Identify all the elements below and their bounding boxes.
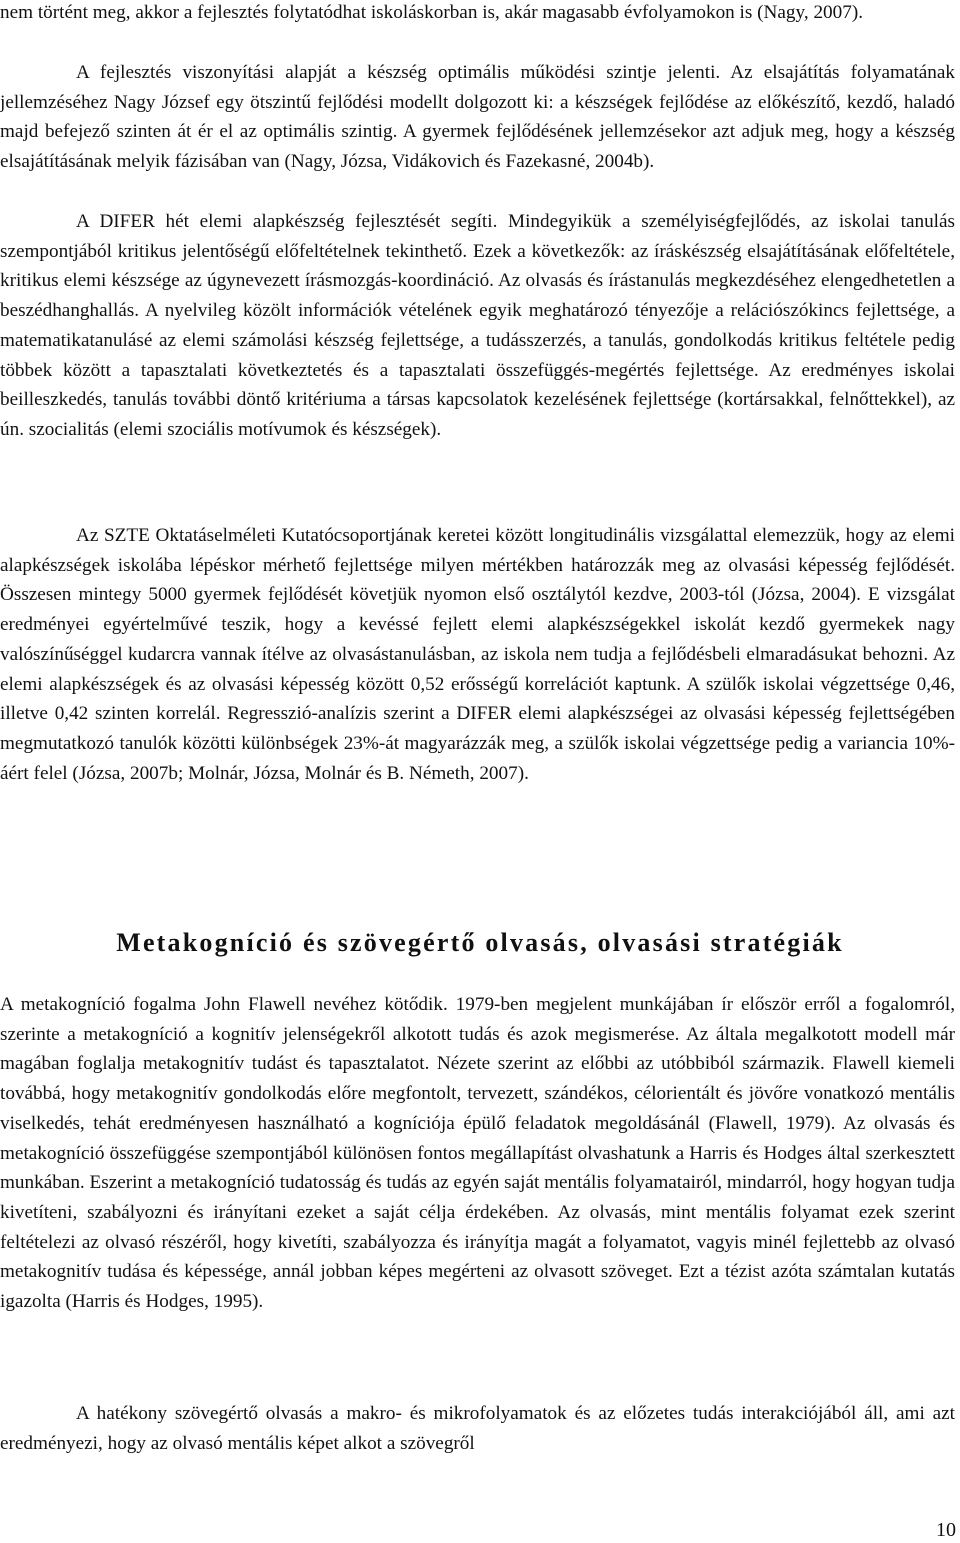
paragraph-5: A metakogníció fogalma John Flawell nevéhez kötődik. 1979-ben megjelent munkájában ír először erről a fogalomról, szerinte a metakogníció a kognitív jelenségekről alkotott tudás és azok megismerése. Az általa megalkotott modell már magában foglalja metakognitív tudást és tapasztalatot. Nézete szerint az előbbi az utóbbiból származik. Flawell kiemeli továbbá, hogy metakognitív gondolkodás előre megfontolt, tervezett, szándékos, célorientált és jövőre vonatkozó mentális viselkedés, tehát eredményesen használható a kogníciója épülő feladatok megoldásánál (Flawell, 1979). Az olvasás és metakogníció összefüggése szempontjából különösen fontos megállapítást olvashatunk a Harris és Hodges által szerkesztett munkában. Eszerint a metakogníció tudatosság és tudás az egyén saját mentális folyamatairól, mindarról, hogy hogyan tudja kivetíteni, szabályozni és irányítani ezeket a saját célja érdekében. Az olvasás, mint mentális folyamat ezek szerint feltételezi az olvasó részéről, hogy kivetíti, szabályozza és irányítja magát a folyamatot, vagyis minél fejlettebb az olvasó metakognitív tudása és képessége, annál jobban képes megérteni az olvasott szöveget. Ezt a tézist azóta számtalan kutatás igazolta (Harris és Hodges, 1995).	[0, 994, 955, 1313]
paragraph-2: A fejlesztés viszonyítási alapját a készség optimális működési szintje jelenti. Az elsajátítás folyamatának jellemzéséhez Nagy József egy ötszintű fejlődési modellt dolgozott ki: a készségek fejlődése az előkészítő, kezdő, haladó majd befejező szinten át ér el az optimális szintig. A gyermek fejlődésének jellemzésekor azt adjuk meg, hogy a készség elsajátításának melyik fázisában van (Nagy, Józsa, Vidákovich és Fazekasné, 2004b).	[0, 62, 955, 173]
paragraph-6: A hatékony szövegértő olvasás a makro- és mikrofolyamatok és az előzetes tudás interakciójából áll, ami azt eredményezi, hogy az olvasó mentális képet alkot a szövegről	[0, 1403, 955, 1454]
paragraph-3: A DIFER hét elemi alapkészség fejlesztését segíti. Mindegyikük a személyiségfejlődés, az iskolai tanulás szempontjából kritikus jelentőségű előfeltételnek tekinthető. Ezek a következők: az íráskészség elsajátításának előfeltétele, kritikus elemi készsége az úgynevezett írásmozgás-koordináció. Az olvasás és írástanulás megkezdéséhez elengedhetetlen a beszédhanghallás. A nyelvileg közölt információk vételének egyik meghatározó tényezője a relációszókincs fejlettsége, a matematikatanulásé az elemi számolási készség fejlettsége, a tudásszerzés, a tanulás, gondolkodás kritikus feltétele pedig többek között a tapasztalati következtetés és a tapasztalati összefüggés-megértés fejlettsége. Az eredményes iskolai beilleszkedés, tanulás további döntő kritériuma a társas kapcsolatok kezelésének fejlettsége (kortársakkal, felnőttekkel), az ún. szocialitás (elemi szociális motívumok és készségek).	[0, 211, 955, 440]
section-heading: Metakogníció és szövegértő olvasás, olvasási stratégiák	[116, 928, 844, 957]
paragraph-1: nem történt meg, akkor a fejlesztés folytatódhat iskoláskorban is, akár magasabb évfolyamokon is (Nagy, 2007).	[0, 2, 864, 23]
paragraph-4: Az SZTE Oktatáselméleti Kutatócsoportjának keretei között longitudinális vizsgálattal elemezzük, hogy az elemi alapkészségek iskolába lépéskor mérhető fejlettsége milyen mértékben határozzák meg az olvasási képesség fejlődését. Összesen mintegy 5000 gyermek fejlődését követjük nyomon első osztálytól kezdve, 2003-tól (Józsa, 2004). E vizsgálat eredményei egyértelművé teszik, hogy a kevéssé fejlett elemi alapkészségekkel iskolát kezdő gyermekek nagy valószínűséggel kudarcra vannak ítélve az olvasástanulásban, az iskola nem tudja a fejlődésbeli elmaradásukat behozni. Az elemi alapkészségek és az olvasási képesség között 0,52 erősségű korrelációt kaptunk. A szülők iskolai végzettsége 0,46, illetve 0,42 szinten korrelál. Regresszió-analízis szerint a DIFER elemi alapkészségei az olvasási képesség fejlettségében megmutatkozó tanulók közötti különbségek 23%-át magyarázzák meg, a szülők iskolai végzettsége pedig a variancia 10%-áért felel (Józsa, 2007b; Molnár, Józsa, Molnár és B. Németh, 2007).	[0, 525, 955, 784]
page-number: 10	[936, 1519, 956, 1541]
